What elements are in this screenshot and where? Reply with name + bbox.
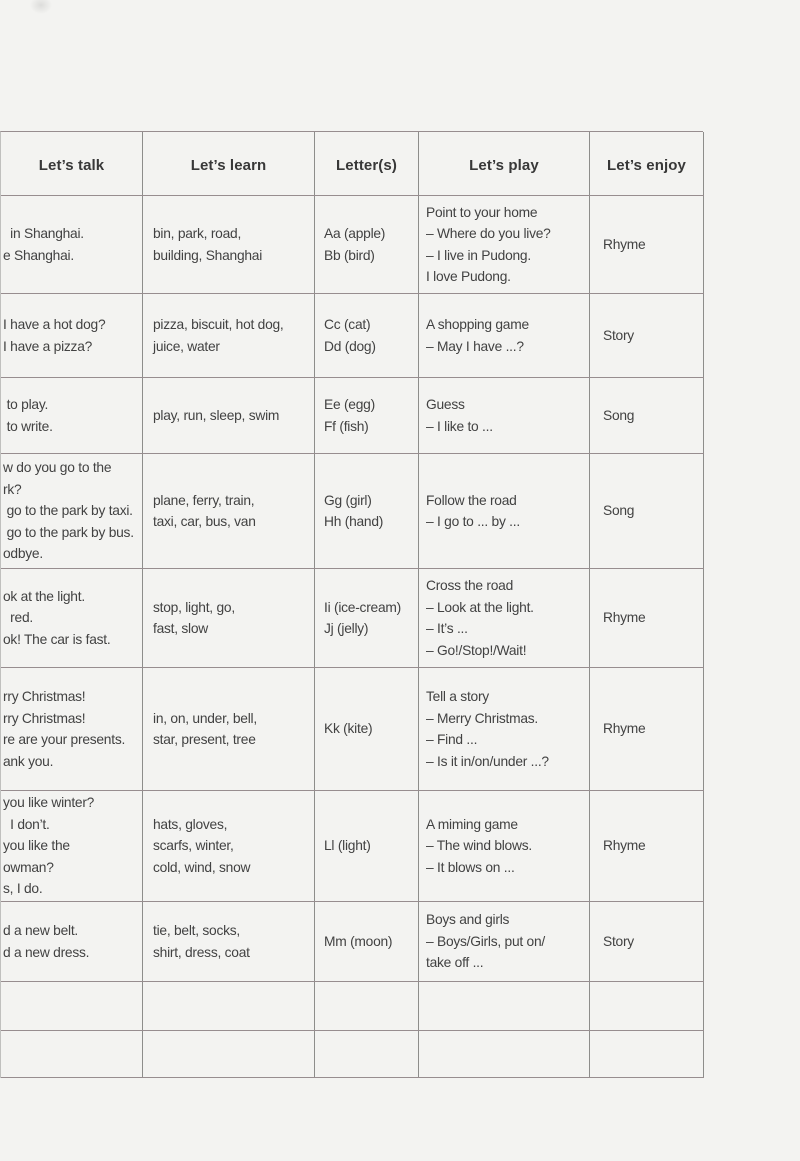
cell-learn: pizza, biscuit, hot dog, juice, water	[143, 294, 315, 377]
table-row	[1, 668, 704, 791]
cell-letters: Aa (apple) Bb (bird)	[315, 196, 419, 293]
cell-enjoy: Song	[590, 454, 704, 568]
cell-play: Tell a story – Merry Christmas. – Find ... – Is it in/on/under ...?	[419, 668, 590, 790]
cell-enjoy	[590, 982, 704, 1030]
cell-letters	[315, 1031, 419, 1077]
cell-learn: bin, park, road, building, Shanghai	[143, 196, 315, 293]
cell-talk: w do you go to the rk? go to the park by taxi. go to the park by bus. odbye.	[1, 454, 143, 568]
cell-enjoy: Rhyme	[590, 196, 704, 293]
scan-smudge	[30, 0, 52, 14]
cell-talk: d a new belt. d a new dress.	[1, 902, 143, 981]
cell-learn: tie, belt, socks, shirt, dress, coat	[143, 902, 315, 981]
cell-talk: to play. to write.	[1, 378, 143, 453]
table-row	[1, 378, 704, 454]
cell-letters: Ii (ice-cream) Jj (jelly)	[315, 569, 419, 667]
cell-play: Guess – I like to ...	[419, 378, 590, 453]
cell-letters: Kk (kite)	[315, 668, 419, 790]
table-row-empty	[1, 982, 704, 1031]
table-row-empty	[1, 1031, 704, 1078]
cell-talk	[1, 982, 143, 1030]
cell-enjoy: Rhyme	[590, 791, 704, 901]
curriculum-table	[0, 131, 703, 1078]
table-row	[1, 902, 704, 982]
header-lets-talk: Let’s talk	[1, 132, 143, 195]
cell-play	[419, 1031, 590, 1077]
cell-learn: play, run, sleep, swim	[143, 378, 315, 453]
cell-talk: you like winter? I don’t. you like the owman? s, I do.	[1, 791, 143, 901]
cell-play	[419, 982, 590, 1030]
table-header-row	[1, 132, 704, 196]
cell-letters	[315, 982, 419, 1030]
cell-play: A shopping game – May I have ...?	[419, 294, 590, 377]
cell-letters: Gg (girl) Hh (hand)	[315, 454, 419, 568]
cell-letters: Ee (egg) Ff (fish)	[315, 378, 419, 453]
cell-learn: hats, gloves, scarfs, winter, cold, wind, snow	[143, 791, 315, 901]
cell-talk: in Shanghai. e Shanghai.	[1, 196, 143, 293]
cell-talk: I have a hot dog? I have a pizza?	[1, 294, 143, 377]
header-lets-learn: Let’s learn	[143, 132, 315, 195]
cell-enjoy: Song	[590, 378, 704, 453]
cell-enjoy	[590, 1031, 704, 1077]
cell-letters: Mm (moon)	[315, 902, 419, 981]
cell-learn	[143, 982, 315, 1030]
table-row	[1, 569, 704, 668]
table-row	[1, 454, 704, 569]
cell-learn: in, on, under, bell, star, present, tree	[143, 668, 315, 790]
cell-learn: plane, ferry, train, taxi, car, bus, van	[143, 454, 315, 568]
cell-play: A miming game – The wind blows. – It blows on ...	[419, 791, 590, 901]
cell-talk: ok at the light. red. ok! The car is fast.	[1, 569, 143, 667]
table-row	[1, 294, 704, 378]
cell-letters: Ll (light)	[315, 791, 419, 901]
header-lets-enjoy: Let’s enjoy	[590, 132, 704, 195]
cell-talk	[1, 1031, 143, 1077]
cell-enjoy: Rhyme	[590, 569, 704, 667]
cell-talk: rry Christmas! rry Christmas! re are your presents. ank you.	[1, 668, 143, 790]
header-lets-play: Let’s play	[419, 132, 590, 195]
table-row	[1, 196, 704, 294]
cell-enjoy: Story	[590, 294, 704, 377]
cell-play: Point to your home – Where do you live? – I live in Pudong. I love Pudong.	[419, 196, 590, 293]
cell-learn: stop, light, go, fast, slow	[143, 569, 315, 667]
cell-enjoy: Story	[590, 902, 704, 981]
cell-letters: Cc (cat) Dd (dog)	[315, 294, 419, 377]
cell-learn	[143, 1031, 315, 1077]
cell-play: Boys and girls – Boys/Girls, put on/ take off ...	[419, 902, 590, 981]
cell-play: Follow the road – I go to ... by ...	[419, 454, 590, 568]
table-row	[1, 791, 704, 902]
cell-play: Cross the road – Look at the light. – It’s ... – Go!/Stop!/Wait!	[419, 569, 590, 667]
cell-enjoy: Rhyme	[590, 668, 704, 790]
header-letters: Letter(s)	[315, 132, 419, 195]
